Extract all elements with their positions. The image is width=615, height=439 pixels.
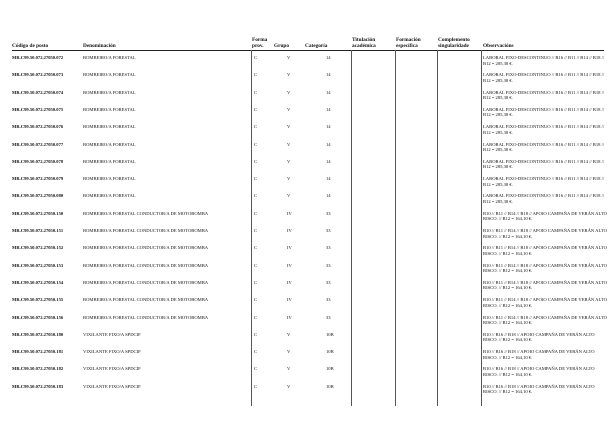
cell-categoria: 33 (326, 228, 331, 233)
cell-grupo: IV (287, 210, 292, 216)
cell-denominacion: BOMBEIRO/A FORESTAL (83, 89, 136, 95)
cell-denominacion: BOMBEIRO/A FORESTAL CONDUCTOR/A DE MOTOBOMBA (83, 228, 209, 233)
cell-observacions: B10 // B16 // B18 // APOIO CAMPAÑA DE VERÁN ALTO RISCO. // B12 = 164,10 €. (483, 349, 595, 360)
cell-grupo: V (287, 331, 291, 337)
cell-denominacion: BOMBEIRO/A FORESTAL (83, 141, 136, 147)
cell-grupo: V (287, 176, 291, 182)
cell-forma: C (254, 210, 258, 216)
cell-forma: C (254, 158, 258, 164)
cell-codigo: MR.C99.50.072.27050.183 (12, 383, 64, 389)
cell-grupo: IV (287, 314, 292, 320)
cell-observacions: LABORAL FIXO-DESCONTINUO // B16 // B11 // B14 // B18 // B12 = 285,38 €. (483, 106, 605, 118)
cell-observacions: B10 // B11 // B14 // B18 // APOIO CAMPAÑA DE VERÁN ALTO RISCO. // B12 = 164,10 €. (483, 297, 607, 308)
cell-denominacion: VIXILANTE FIXO/A SPDCIF (83, 349, 141, 355)
cell-categoria: 14 (326, 89, 331, 95)
cell-codigo: MR.C99.50.072.27050.073 (12, 72, 64, 78)
cell-categoria: 14 (326, 193, 331, 199)
cell-forma: C (254, 349, 258, 355)
cell-codigo: MR.C99.50.072.27050.074 (12, 89, 64, 95)
cell-categoria: 14 (326, 124, 331, 130)
cell-codigo: MR.C99.50.072.27050.075 (12, 106, 64, 112)
cell-forma: C (254, 297, 258, 303)
cell-forma: C (254, 383, 258, 389)
cell-categoria: 14 (326, 176, 331, 182)
cell-denominacion: BOMBEIRO/A FORESTAL (83, 124, 136, 130)
cell-observacions: B10 // B16 // B18 // APOIO CAMPAÑA DE VERÁN ALTO RISCO. // B12 = 164,10 €. (483, 366, 595, 377)
cell-denominacion: BOMBEIRO/A FORESTAL (83, 55, 136, 60)
cell-codigo: MR.C99.50.072.27050.154 (12, 279, 64, 285)
header-grupo: Grupo (274, 43, 290, 49)
cell-grupo: V (287, 366, 291, 372)
cell-denominacion: BOMBEIRO/A FORESTAL CONDUCTOR/A DE MOTOBOMBA (83, 210, 209, 216)
cell-denominacion: VIXILANTE FIXO/A SPDCIF (83, 366, 141, 372)
cell-codigo: MR.C99.50.072.27050.182 (12, 366, 64, 372)
cell-categoria: 33 (326, 279, 331, 285)
cell-categoria: 10B (326, 383, 334, 389)
cell-forma: C (254, 314, 258, 320)
table-row (0, 384, 615, 406)
header-forma-line1: Forma (252, 37, 268, 43)
cell-grupo: IV (287, 245, 292, 251)
cell-grupo: IV (287, 297, 292, 303)
cell-denominacion: BOMBEIRO/A FORESTAL (83, 158, 136, 164)
header-complemento-line2: singularidade (438, 43, 469, 49)
cell-categoria: 33 (326, 262, 331, 268)
header-rule (12, 50, 604, 51)
cell-categoria: 10B (326, 331, 334, 337)
cell-categoria: 10B (326, 366, 334, 372)
cell-observacions: LABORAL FIXO-DESCONTINUO // B16 // B11 // B14 // B18 // B12 = 285,38 €. (483, 176, 605, 187)
cell-forma: C (254, 176, 258, 182)
header-titulacion-line2: académica (352, 43, 376, 49)
cell-grupo: IV (287, 262, 292, 268)
cell-denominacion: BOMBEIRO/A FORESTAL (83, 72, 136, 78)
cell-codigo: MR.C99.50.072.27050.080 (12, 193, 64, 199)
cell-codigo: MR.C99.50.072.27050.150 (12, 210, 64, 216)
cell-grupo: V (287, 349, 291, 355)
header-formacion-line1: Formación (396, 37, 421, 43)
cell-categoria: 10B (326, 349, 334, 355)
cell-forma: C (254, 106, 258, 112)
header-forma-line2: prov. (252, 43, 264, 49)
cell-denominacion: VIXILANTE FIXO/A SPDCIF (83, 383, 141, 389)
cell-observacions: B10 // B11 // B14 // B18 // APOIO CAMPAÑA DE VERÁN ALTO RISCO. // B12 = 164,10 €. (483, 279, 607, 291)
cell-observacions: B10 // B11 // B14 // B18 // APOIO CAMPAÑA DE VERÁN ALTO RISCO. // B12 = 164,10 €. (483, 210, 607, 222)
cell-denominacion: BOMBEIRO/A FORESTAL CONDUCTOR/A DE MOTOBOMBA (83, 314, 209, 320)
cell-denominacion: BOMBEIRO/A FORESTAL (83, 193, 136, 199)
cell-denominacion: BOMBEIRO/A FORESTAL CONDUCTOR/A DE MOTOBOMBA (83, 297, 209, 303)
header-titulacion-line1: Titulación (352, 37, 376, 43)
cell-observacions: B10 // B16 // B18 // APOIO CAMPAÑA DE VERÁN ALTO RISCO. // B12 = 164,10 €. (483, 331, 595, 343)
cell-grupo: V (287, 72, 291, 78)
cell-denominacion: BOMBEIRO/A FORESTAL CONDUCTOR/A DE MOTOBOMBA (83, 245, 209, 251)
cell-forma: C (254, 366, 258, 372)
cell-categoria: 14 (326, 158, 331, 164)
cell-observacions: B10 // B11 // B14 // B18 // APOIO CAMPAÑA DE VERÁN ALTO RISCO. // B12 = 164,10 €. (483, 245, 607, 256)
header-complemento-line1: Complemento (438, 37, 470, 43)
cell-observacions: B10 // B16 // B18 // APOIO CAMPAÑA DE VERÁN ALTO RISCO. // B12 = 164,10 €. (483, 383, 595, 395)
cell-denominacion: BOMBEIRO/A FORESTAL (83, 176, 136, 182)
cell-forma: C (254, 55, 258, 60)
cell-categoria: 14 (326, 106, 331, 112)
cell-observacions: LABORAL FIXO-DESCONTINUO // B16 // B11 // B14 // B18 // B12 = 285,38 €. (483, 158, 605, 170)
cell-observacions: B10 // B11 // B14 // B18 // APOIO CAMPAÑA DE VERÁN ALTO RISCO. // B12 = 164,10 €. (483, 228, 607, 239)
cell-denominacion: BOMBEIRO/A FORESTAL CONDUCTOR/A DE MOTOBOMBA (83, 279, 209, 285)
header-denominacion: Denominación (83, 43, 116, 49)
cell-forma: C (254, 124, 258, 130)
cell-categoria: 33 (326, 210, 331, 216)
header-titulacion (352, 37, 376, 49)
cell-codigo: MR.C99.50.072.27050.077 (12, 141, 64, 147)
cell-grupo: V (287, 106, 291, 112)
cell-grupo: IV (287, 228, 292, 233)
cell-denominacion: VIXILANTE FIXO/A SPDCIF (83, 331, 141, 337)
header-categoria: Categoría (305, 43, 328, 49)
header-complemento (438, 37, 470, 49)
cell-categoria: 33 (326, 297, 331, 303)
cell-observacions: LABORAL FIXO-DESCONTINUO // B16 // B11 // B14 // B18 // B12 = 285,38 €. (483, 141, 605, 153)
cell-codigo: MR.C99.50.072.27050.072 (12, 55, 64, 60)
cell-observacions: LABORAL FIXO-DESCONTINUO // B16 // B11 // B14 // B18 // B12 = 285,38 €. (483, 72, 605, 83)
cell-categoria: 14 (326, 72, 331, 78)
cell-forma: C (254, 262, 258, 268)
cell-codigo: MR.C99.50.072.27050.155 (12, 297, 64, 303)
cell-codigo: MR.C99.50.072.27050.152 (12, 245, 64, 251)
cell-forma: C (254, 141, 258, 147)
header-forma (252, 37, 267, 49)
cell-grupo: V (287, 158, 291, 164)
header-codigo: Código de posto (12, 43, 49, 49)
cell-categoria: 33 (326, 245, 331, 251)
header-formacion (396, 37, 421, 49)
cell-codigo: MR.C99.50.072.27050.078 (12, 158, 64, 164)
cell-categoria: 14 (326, 55, 331, 60)
cell-grupo: V (287, 124, 291, 130)
header-observacions: Observacións (483, 43, 514, 49)
cell-grupo: V (287, 383, 291, 389)
cell-observacions: B10 // B11 // B14 // B18 // APOIO CAMPAÑA DE VERÁN ALTO RISCO. // B12 = 164,10 €. (483, 314, 607, 326)
cell-observacions: LABORAL FIXO-DESCONTINUO // B16 // B11 // B14 // B18 // B12 = 285,38 €. (483, 193, 605, 204)
cell-codigo: MR.C99.50.072.27050.180 (12, 331, 64, 337)
cell-codigo: MR.C99.50.072.27050.076 (12, 124, 64, 130)
cell-observacions: LABORAL FIXO-DESCONTINUO // B16 // B11 // B14 // B18 // B12 = 285,38 €. (483, 124, 605, 135)
cell-forma: C (254, 89, 258, 95)
cell-categoria: 33 (326, 314, 331, 320)
cell-forma: C (254, 72, 258, 78)
cell-forma: C (254, 228, 258, 233)
cell-codigo: MR.C99.50.072.27050.181 (12, 349, 64, 355)
cell-grupo: V (287, 141, 291, 147)
cell-grupo: V (287, 193, 291, 199)
cell-grupo: IV (287, 279, 292, 285)
cell-denominacion: BOMBEIRO/A FORESTAL (83, 106, 136, 112)
cell-forma: C (254, 279, 258, 285)
cell-forma: C (254, 245, 258, 251)
cell-codigo: MR.C99.50.072.27050.153 (12, 262, 64, 268)
cell-forma: C (254, 331, 258, 337)
cell-grupo: V (287, 89, 291, 95)
cell-forma: C (254, 193, 258, 199)
cell-observacions: B10 // B11 // B14 // B18 // APOIO CAMPAÑA DE VERÁN ALTO RISCO. // B12 = 164,10 €. (483, 262, 607, 274)
cell-grupo: V (287, 55, 291, 60)
cell-codigo: MR.C99.50.072.27050.151 (12, 228, 64, 233)
cell-observacions: LABORAL FIXO-DESCONTINUO // B16 // B11 // B14 // B18 // B12 = 285,38 €. (483, 89, 605, 101)
header-formacion-line2: específica (396, 43, 418, 49)
cell-denominacion: BOMBEIRO/A FORESTAL CONDUCTOR/A DE MOTOBOMBA (83, 262, 209, 268)
cell-observacions: LABORAL FIXO-DESCONTINUO // B16 // B11 // B14 // B18 // B12 = 285,38 €. (483, 55, 605, 66)
cell-categoria: 14 (326, 141, 331, 147)
cell-codigo: MR.C99.50.072.27050.156 (12, 314, 64, 320)
cell-codigo: MR.C99.50.072.27050.079 (12, 176, 64, 182)
